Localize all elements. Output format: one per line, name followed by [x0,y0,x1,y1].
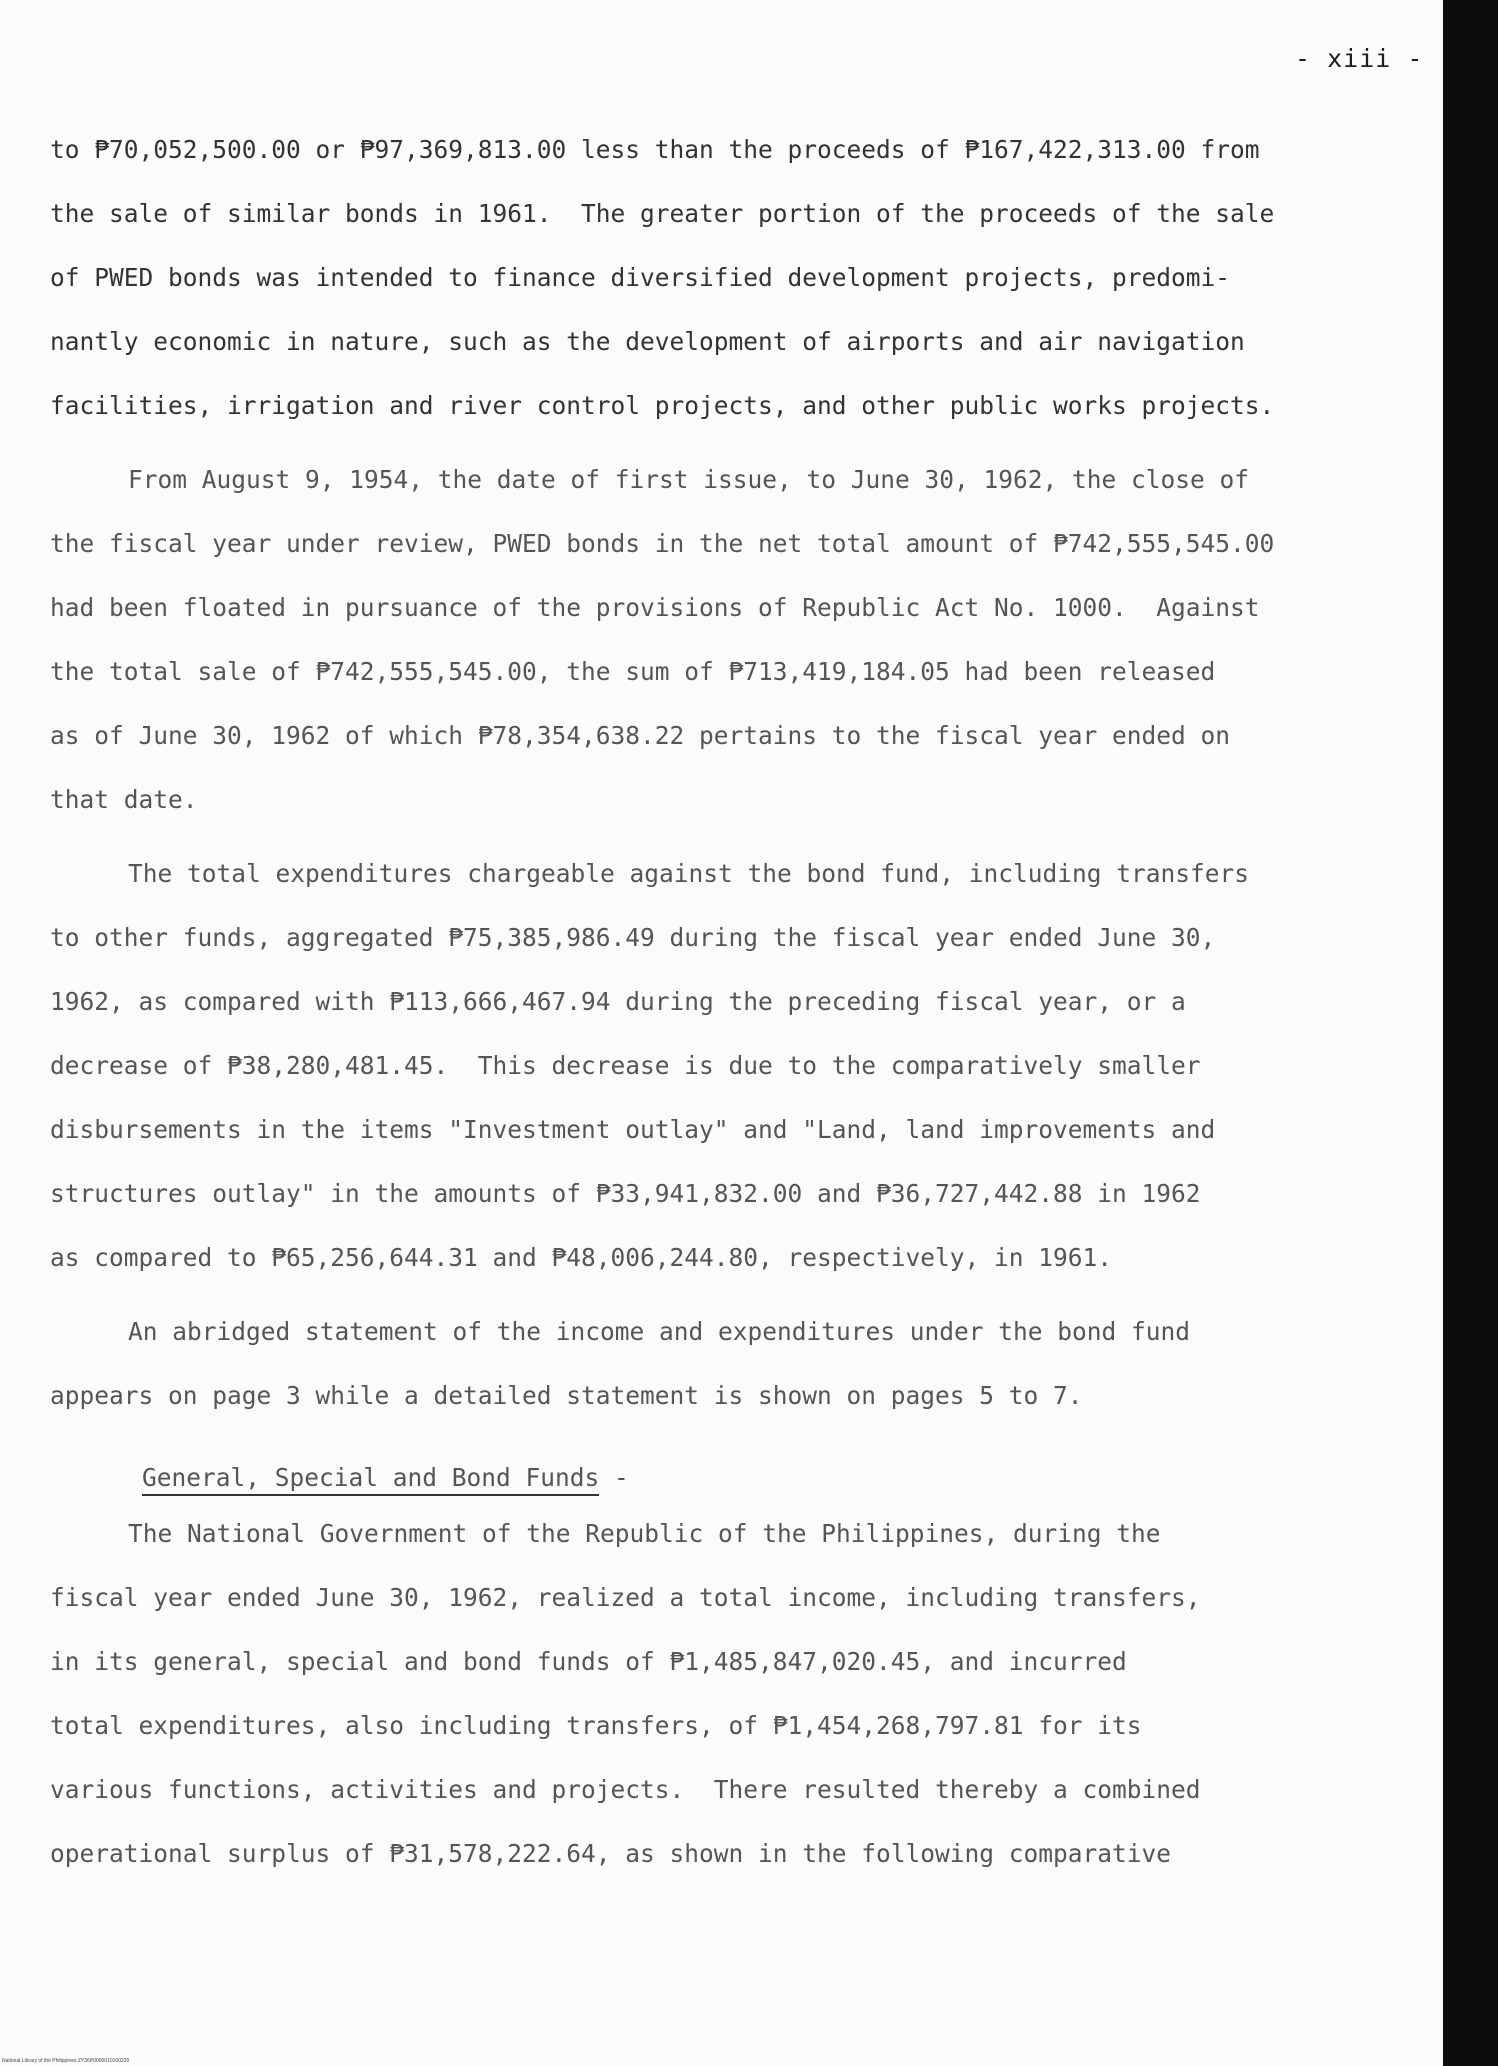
text-line: the sale of similar bonds in 1961. The greater portion of the proceeds of the sale [50,199,1275,228]
text-line: as of June 30, 1962 of which ₱78,354,638.22 pertains to the fiscal year ended on [50,721,1231,750]
text-line: An abridged statement of the income and expenditures under the bond fund [128,1317,1191,1346]
text-line: that date. [50,785,198,814]
text-line: operational surplus of ₱31,578,222.64, as shown in the following comparative [50,1839,1172,1868]
page-number: - xiii - [1295,44,1424,73]
text-line: of PWED bonds was intended to finance diversified development projects, predomi- [50,263,1231,292]
section-heading [50,1454,1430,1502]
paragraph-2 [50,448,1430,832]
text-line: disbursements in the items "Investment outlay" and "Land, land improvements and [50,1115,1216,1144]
text-line: facilities, irrigation and river control projects, and other public works projects. [50,391,1275,420]
text-line: fiscal year ended June 30, 1962, realized a total income, including transfers, [50,1583,1201,1612]
section-heading-title: General, Special and Bond Funds [142,1463,599,1496]
text-line: various functions, activities and projects. There resulted thereby a combined [50,1775,1201,1804]
section-paragraph [50,1502,1430,1886]
text-line: appears on page 3 while a detailed statement is shown on pages 5 to 7. [50,1381,1083,1410]
text-line: as compared to ₱65,256,644.31 and ₱48,006,244.80, respectively, in 1961. [50,1243,1113,1272]
text-line: From August 9, 1954, the date of first issue, to June 30, 1962, the close of [128,465,1250,494]
paragraph-3 [50,842,1430,1290]
text-line: had been floated in pursuance of the provisions of Republic Act No. 1000. Against [50,593,1260,622]
text-line: to other funds, aggregated ₱75,385,986.49 during the fiscal year ended June 30, [50,923,1216,952]
text-line: 1962, as compared with ₱113,666,467.94 during the preceding fiscal year, or a [50,987,1186,1016]
text-line: The National Government of the Republic of the Philippines, during the [128,1519,1161,1548]
text-line: total expenditures, also including transfers, of ₱1,454,268,797.81 for its [50,1711,1142,1740]
body-text [50,118,1430,1886]
text-line: the total sale of ₱742,555,545.00, the sum of ₱713,419,184.05 had been released [50,657,1216,686]
paragraph-4 [50,1300,1430,1428]
text-line: nantly economic in nature, such as the development of airports and air navigation [50,327,1245,356]
text-line: The total expenditures chargeable against the bond fund, including transfers [128,859,1250,888]
text-line: in its general, special and bond funds of ₱1,485,847,020.45, and incurred [50,1647,1127,1676]
text-line: decrease of ₱38,280,481.45. This decrease is due to the comparatively smaller [50,1051,1201,1080]
scan-border [1443,0,1498,2066]
text-line: structures outlay" in the amounts of ₱33,941,832.00 and ₱36,727,442.88 in 1962 [50,1179,1201,1208]
section-heading-suffix: - [599,1463,629,1492]
paragraph-1 [50,118,1430,438]
scan-footer: National Library of the Philippines ZY36P0000010100220 [2,2058,130,2064]
text-line: to ₱70,052,500.00 or ₱97,369,813.00 less than the proceeds of ₱167,422,313.00 from [50,135,1260,164]
text-line: the fiscal year under review, PWED bonds in the net total amount of ₱742,555,545.00 [50,529,1275,558]
